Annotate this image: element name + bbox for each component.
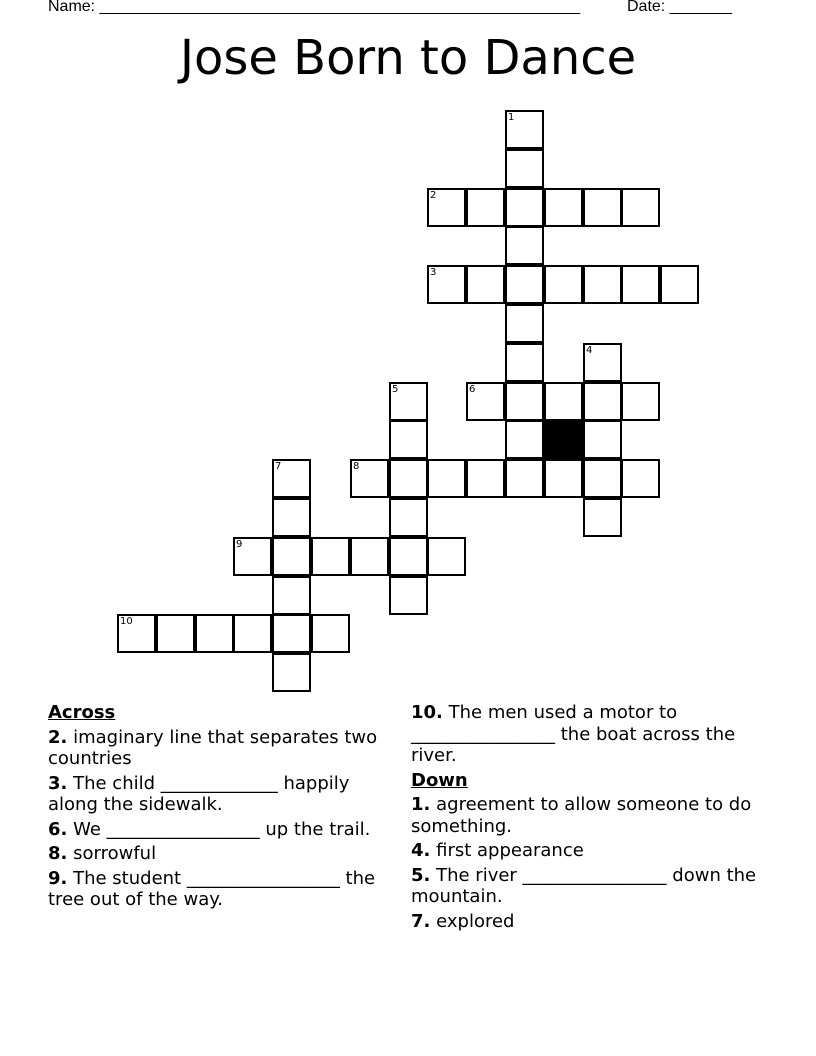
crossword-cell[interactable] <box>505 304 544 343</box>
crossword-cell[interactable] <box>427 537 466 576</box>
cell-number: 1 <box>508 112 515 123</box>
crossword-cell[interactable] <box>389 459 428 498</box>
crossword-cell[interactable] <box>233 537 272 576</box>
cell-number: 5 <box>392 384 399 395</box>
crossword-cell[interactable] <box>544 265 583 304</box>
crossword-cell[interactable] <box>272 537 311 576</box>
crossword-cell[interactable] <box>505 382 544 421</box>
clue-text: agreement to allow someone to do something. <box>411 794 752 837</box>
clue-text: imaginary line that separates two countries <box>48 726 378 769</box>
crossword-cell[interactable] <box>505 459 544 498</box>
clue-text: explored <box>436 910 515 932</box>
crossword-cell[interactable] <box>505 110 544 149</box>
crossword-cell[interactable] <box>195 614 234 653</box>
clue-number: 4. <box>411 840 431 861</box>
clues-left-column <box>48 702 393 914</box>
clue-down-4 <box>411 840 781 862</box>
cell-number: 8 <box>353 461 360 472</box>
crossword-cell[interactable] <box>505 188 544 227</box>
crossword-cell[interactable] <box>156 614 195 653</box>
clue-across-3 <box>48 773 393 816</box>
crossword-cell[interactable] <box>389 537 428 576</box>
clue-down-7 <box>411 911 781 933</box>
crossword-cell[interactable] <box>660 265 699 304</box>
crossword-cell[interactable] <box>466 382 505 421</box>
clue-text: The river ________________ down the mountain. <box>411 864 757 907</box>
cell-number: 10 <box>120 616 133 627</box>
clue-number: 7. <box>411 910 431 932</box>
clue-across-6 <box>48 819 393 841</box>
crossword-cell[interactable] <box>583 265 622 304</box>
crossword-cell[interactable] <box>544 188 583 227</box>
clues-right-column <box>411 702 781 935</box>
crossword-cell[interactable] <box>389 498 428 537</box>
crossword-cell[interactable] <box>505 420 544 459</box>
clue-number: 2. <box>48 726 68 748</box>
crossword-cell[interactable] <box>505 265 544 304</box>
clue-down-5 <box>411 865 781 908</box>
crossword-cell[interactable] <box>621 265 660 304</box>
clue-across-9 <box>48 868 393 911</box>
crossword-cell[interactable] <box>466 459 505 498</box>
crossword-cell[interactable] <box>505 149 544 188</box>
clue-text: The men used a motor to ________________ the boat across the river. <box>411 702 736 766</box>
clue-number: 5. <box>411 864 431 886</box>
crossword-cell[interactable] <box>311 614 350 653</box>
clue-text: first appearance <box>436 840 584 861</box>
name-field: Name: ______________________________________________________ <box>48 0 581 15</box>
clue-number: 1. <box>411 794 431 815</box>
crossword-block-cell <box>544 420 583 459</box>
crossword-cell[interactable] <box>233 614 272 653</box>
down-heading: Down <box>411 769 468 791</box>
crossword-cell[interactable] <box>466 188 505 227</box>
crossword-cell[interactable] <box>389 576 428 615</box>
crossword-cell[interactable] <box>272 653 311 692</box>
crossword-cell[interactable] <box>621 459 660 498</box>
crossword-cell[interactable] <box>272 459 311 498</box>
crossword-cell[interactable] <box>544 382 583 421</box>
clue-number: 10. <box>411 702 443 723</box>
crossword-cell[interactable] <box>427 265 466 304</box>
clue-text: The child _____________ happily along the sidewalk. <box>48 772 350 815</box>
cell-number: 6 <box>469 384 476 395</box>
crossword-cell[interactable] <box>544 459 583 498</box>
crossword-cell[interactable] <box>583 420 622 459</box>
crossword-cell[interactable] <box>272 576 311 615</box>
crossword-cell[interactable] <box>621 382 660 421</box>
crossword-cell[interactable] <box>350 459 389 498</box>
crossword-cell[interactable] <box>272 498 311 537</box>
crossword-cell[interactable] <box>583 382 622 421</box>
clue-number: 6. <box>48 818 68 840</box>
crossword-cell[interactable] <box>466 265 505 304</box>
crossword-cell[interactable] <box>583 188 622 227</box>
cell-number: 3 <box>430 267 437 278</box>
across-heading: Across <box>48 702 116 723</box>
page-title: Jose Born to Dance <box>179 30 637 86</box>
clue-number: 9. <box>48 867 68 889</box>
crossword-cell[interactable] <box>311 537 350 576</box>
crossword-cell[interactable] <box>389 420 428 459</box>
crossword-cell[interactable] <box>505 226 544 265</box>
clue-number: 3. <box>48 772 68 794</box>
crossword-cell[interactable] <box>117 614 156 653</box>
crossword-cell[interactable] <box>583 498 622 537</box>
clue-across-10 <box>411 702 781 767</box>
crossword-cell[interactable] <box>272 614 311 653</box>
clue-text: We _________________ up the trail. <box>73 818 371 840</box>
cell-number: 2 <box>430 190 437 201</box>
crossword-cell[interactable] <box>583 343 622 382</box>
cell-number: 9 <box>236 539 243 550</box>
date-field: Date: _______ <box>627 0 732 15</box>
clue-text: sorrowful <box>73 843 157 864</box>
clue-across-8 <box>48 843 393 865</box>
crossword-cell[interactable] <box>505 343 544 382</box>
clue-across-2 <box>48 727 393 770</box>
crossword-cell[interactable] <box>350 537 389 576</box>
cell-number: 4 <box>586 345 593 356</box>
clue-number: 8. <box>48 843 68 864</box>
crossword-cell[interactable] <box>583 459 622 498</box>
crossword-cell[interactable] <box>621 188 660 227</box>
clue-down-1 <box>411 794 781 837</box>
clue-text: The student _________________ the tree out of the way. <box>48 867 376 910</box>
cell-number: 7 <box>275 461 282 472</box>
crossword-cell[interactable] <box>427 188 466 227</box>
crossword-cell[interactable] <box>427 459 466 498</box>
crossword-cell[interactable] <box>389 382 428 421</box>
